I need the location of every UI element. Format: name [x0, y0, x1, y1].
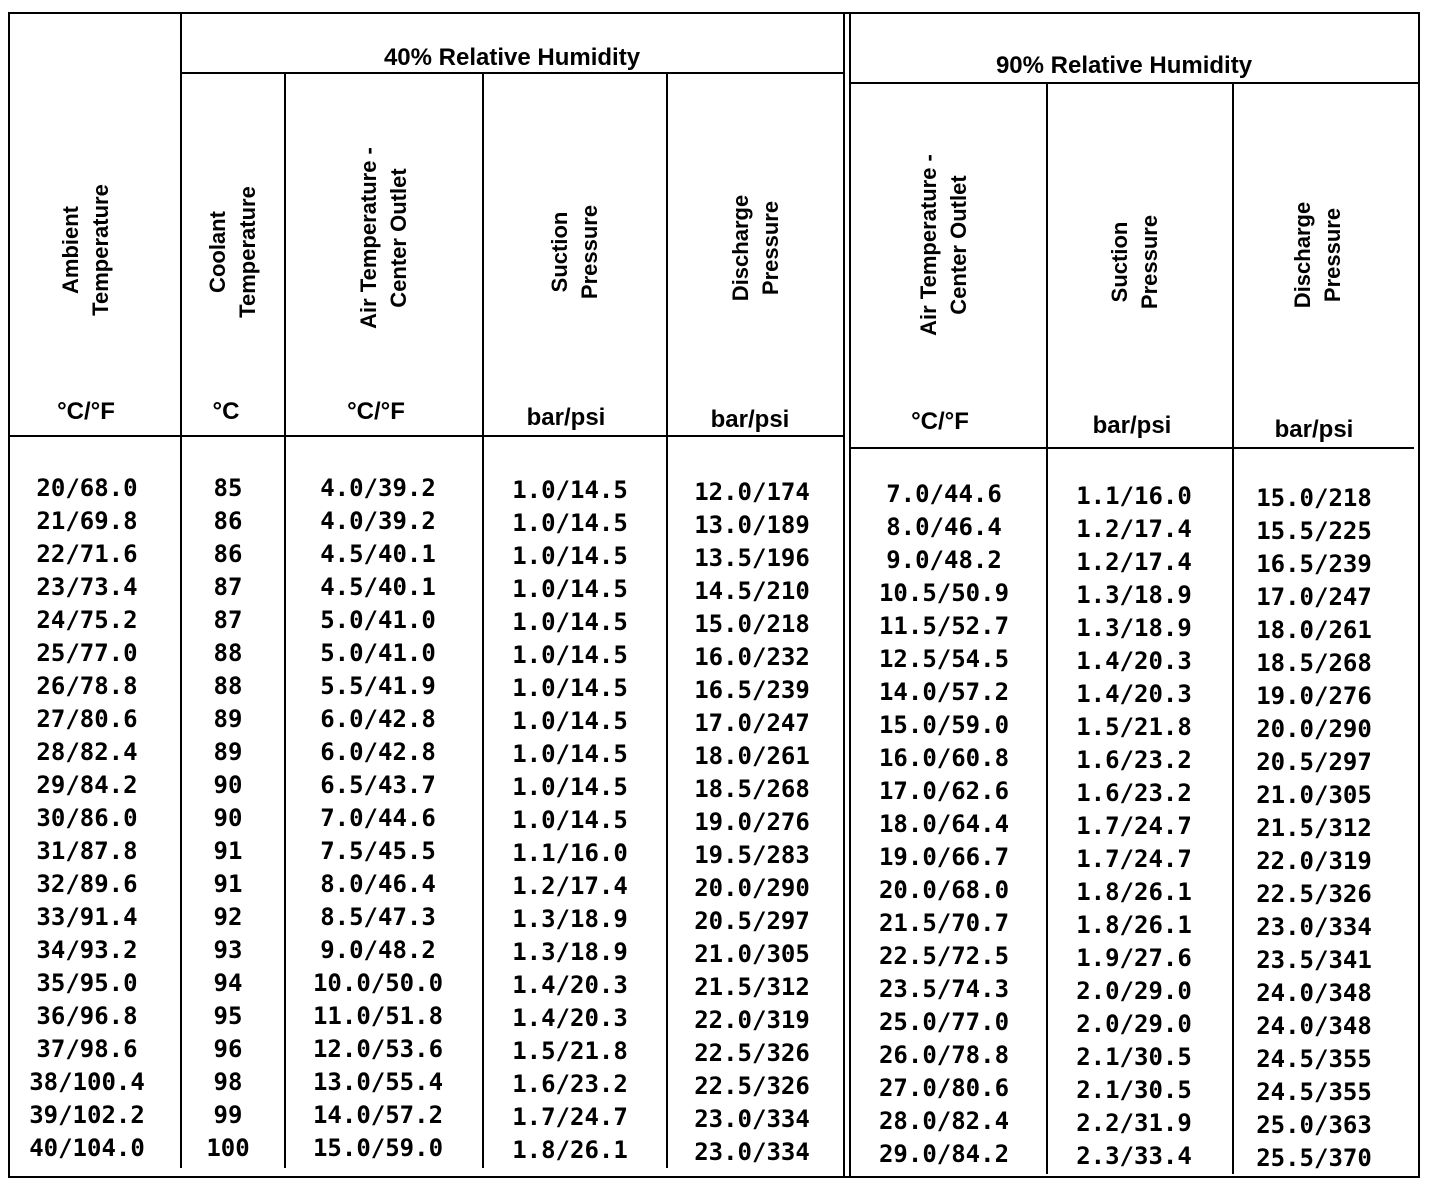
unit-discharge-40: bar/psi [710, 406, 790, 433]
table-cell: 89 [213, 738, 243, 766]
table-cell: 5.0/41.0 [320, 639, 436, 667]
table-cell: 1.7/24.7 [1076, 845, 1192, 873]
table-cell: 31/87.8 [36, 837, 138, 865]
table-cell: 1.6/23.2 [1076, 779, 1192, 807]
table-cell: 40/104.0 [29, 1134, 145, 1162]
table-cell: 98 [213, 1068, 243, 1096]
table-cell: 1.6/23.2 [512, 1070, 628, 1098]
table-cell: 22.5/326 [694, 1039, 810, 1067]
table-cell: 2.3/33.4 [1076, 1142, 1192, 1170]
group-title-90-rh: 90% Relative Humidity [995, 52, 1253, 79]
table-cell: 12.0/53.6 [312, 1035, 444, 1063]
table-cell: 1.4/20.3 [512, 971, 628, 999]
table-cell: 96 [213, 1035, 243, 1063]
table-cell: 25/77.0 [36, 639, 138, 667]
table-cell: 2.1/30.5 [1076, 1043, 1192, 1071]
table-cell: 1.0/14.5 [512, 707, 628, 735]
table-cell: 23.0/334 [694, 1105, 810, 1133]
table-cell: 1.2/17.4 [1076, 515, 1192, 543]
table-cell: 15.0/59.0 [312, 1134, 444, 1162]
table-cell: 19.0/276 [694, 808, 810, 836]
table-cell: 94 [213, 969, 243, 997]
table-cell: 1.3/18.9 [512, 905, 628, 933]
table-cell: 1.5/21.8 [512, 1037, 628, 1065]
table-cell: 21/69.8 [36, 507, 138, 535]
table-cell: 1.0/14.5 [512, 476, 628, 504]
table-cell: 85 [213, 474, 243, 502]
table-cell: 6.0/42.8 [320, 738, 436, 766]
table-cell: 12.0/174 [694, 478, 810, 506]
table-cell: 10.5/50.9 [878, 579, 1010, 607]
table-cell: 1.2/17.4 [1076, 548, 1192, 576]
group-title-40-rh: 40% Relative Humidity [383, 44, 641, 71]
table-cell: 35/95.0 [36, 969, 138, 997]
table-cell: 11.0/51.8 [312, 1002, 444, 1030]
table-cell: 21.5/312 [694, 973, 810, 1001]
table-cell: 4.0/39.2 [320, 507, 436, 535]
table-cell: 8.0/46.4 [320, 870, 436, 898]
table-cell: 16.5/239 [1256, 550, 1372, 578]
table-cell: 20.0/290 [1256, 715, 1372, 743]
table-cell: 26/78.8 [36, 672, 138, 700]
table-cell: 1.3/18.9 [1076, 614, 1192, 642]
table-cell: 15.0/218 [1256, 484, 1372, 512]
table-cell: 1.8/26.1 [1076, 878, 1192, 906]
table-cell: 28.0/82.4 [878, 1107, 1010, 1135]
table-cell: 18.0/261 [694, 742, 810, 770]
table-cell: 20.0/290 [694, 874, 810, 902]
table-cell: 37/98.6 [36, 1035, 138, 1063]
table-cell: 16.5/239 [694, 676, 810, 704]
group-double-divider-a [843, 12, 845, 1178]
table-cell: 19.0/276 [1256, 682, 1372, 710]
col-divider-1 [180, 12, 182, 1168]
table-cell: 90 [213, 804, 243, 832]
table-cell: 20.5/297 [694, 907, 810, 935]
table-cell: 4.5/40.1 [320, 573, 436, 601]
header-coolant-line1: Coolant [205, 211, 230, 293]
table-cell: 2.1/30.5 [1076, 1076, 1192, 1104]
table-cell: 18.0/64.4 [878, 810, 1010, 838]
col-divider-6 [1046, 84, 1048, 1174]
table-cell: 13.5/196 [694, 544, 810, 572]
table-cell: 8.5/47.3 [320, 903, 436, 931]
column-ambient-temperature [29, 472, 145, 1165]
table-cell: 1.5/21.8 [1076, 713, 1192, 741]
table-cell: 17.0/247 [1256, 583, 1372, 611]
table-cell: 24.0/348 [1256, 979, 1372, 1007]
header-suction-40-line1: Suction [547, 211, 572, 293]
table-cell: 1.0/14.5 [512, 773, 628, 801]
header-air-temp-40-line1: Air Temperature - [356, 147, 381, 329]
table-cell: 22.5/326 [694, 1072, 810, 1100]
table-cell: 1.4/20.3 [512, 1004, 628, 1032]
table-cell: 39/102.2 [29, 1101, 145, 1129]
header-rule-right [849, 447, 1414, 449]
header-ambient-line1: Ambient [58, 206, 83, 295]
table-cell: 22.5/72.5 [878, 942, 1010, 970]
table-cell: 13.0/189 [694, 511, 810, 539]
table-cell: 2.0/29.0 [1076, 1010, 1192, 1038]
table-cell: 14.0/57.2 [312, 1101, 444, 1129]
table-cell: 23.5/341 [1256, 946, 1372, 974]
table-cell: 1.3/18.9 [1076, 581, 1192, 609]
header-discharge-90-line2: Pressure [1320, 207, 1345, 303]
header-suction-90-line2: Pressure [1137, 214, 1162, 310]
table-cell: 19.0/66.7 [878, 843, 1010, 871]
table-cell: 1.0/14.5 [512, 674, 628, 702]
table-cell: 14.0/57.2 [878, 678, 1010, 706]
table-cell: 22.0/319 [694, 1006, 810, 1034]
header-rule-left [8, 435, 845, 437]
table-cell: 1.1/16.0 [1076, 482, 1192, 510]
table-cell: 23.5/74.3 [878, 975, 1010, 1003]
table-cell: 24.0/348 [1256, 1012, 1372, 1040]
column-suction-pressure-90 [1076, 480, 1192, 1173]
header-suction-90-line1: Suction [1107, 221, 1132, 303]
group-header-rule-40 [181, 72, 843, 74]
table-cell: 91 [213, 870, 243, 898]
table-cell: 23.0/334 [1256, 913, 1372, 941]
group-double-divider-b [849, 12, 851, 1178]
table-cell: 27.0/80.6 [878, 1074, 1010, 1102]
table-cell: 17.0/62.6 [878, 777, 1010, 805]
table-cell: 36/96.8 [36, 1002, 138, 1030]
table-cell: 7.0/44.6 [886, 480, 1002, 508]
table-cell: 30/86.0 [36, 804, 138, 832]
table-cell: 95 [213, 1002, 243, 1030]
table-cell: 19.5/283 [694, 841, 810, 869]
table-cell: 1.0/14.5 [512, 806, 628, 834]
table-cell: 100 [206, 1134, 250, 1162]
header-discharge-90-line1: Discharge [1290, 201, 1315, 309]
column-air-temp-40 [313, 472, 443, 1165]
table-cell: 22.0/319 [1256, 847, 1372, 875]
header-air-temp-90-line1: Air Temperature - [916, 154, 941, 336]
table-cell: 25.5/370 [1256, 1144, 1372, 1172]
table-cell: 25.0/77.0 [878, 1008, 1010, 1036]
table-cell: 92 [213, 903, 243, 931]
col-divider-2 [284, 74, 286, 1168]
table-cell: 21.0/305 [694, 940, 810, 968]
column-discharge-pressure-40 [694, 476, 810, 1169]
right-border [1418, 12, 1420, 1178]
bottom-border [8, 1176, 1420, 1178]
table-cell: 86 [213, 540, 243, 568]
table-cell: 86 [213, 507, 243, 535]
table-cell: 87 [213, 573, 243, 601]
header-discharge-40-line1: Discharge [728, 194, 753, 302]
unit-coolant: °C [212, 398, 240, 425]
table-cell: 18.5/268 [694, 775, 810, 803]
col-divider-7 [1232, 84, 1234, 1174]
table-cell: 21.0/305 [1256, 781, 1372, 809]
table-cell: 23/73.4 [36, 573, 138, 601]
table-cell: 5.5/41.9 [320, 672, 436, 700]
table-cell: 22.5/326 [1256, 880, 1372, 908]
table-cell: 11.5/52.7 [878, 612, 1010, 640]
table-cell: 15.5/225 [1256, 517, 1372, 545]
table-cell: 9.0/48.2 [886, 546, 1002, 574]
table-cell: 34/93.2 [36, 936, 138, 964]
table-cell: 10.0/50.0 [312, 969, 444, 997]
table-cell: 25.0/363 [1256, 1111, 1372, 1139]
table-cell: 1.2/17.4 [512, 872, 628, 900]
table-cell: 1.4/20.3 [1076, 647, 1192, 675]
table-cell: 24.5/355 [1256, 1078, 1372, 1106]
table-cell: 1.0/14.5 [512, 608, 628, 636]
header-ambient-line2: Temperature [88, 184, 113, 316]
table-cell: 6.5/43.7 [320, 771, 436, 799]
table-cell: 4.0/39.2 [320, 474, 436, 502]
table-cell: 1.3/18.9 [512, 938, 628, 966]
table-cell: 12.5/54.5 [878, 645, 1010, 673]
table-cell: 13.0/55.4 [312, 1068, 444, 1096]
table-cell: 1.4/20.3 [1076, 680, 1192, 708]
left-border [8, 12, 10, 1178]
table-cell: 21.5/70.7 [878, 909, 1010, 937]
table-cell: 29/84.2 [36, 771, 138, 799]
table-cell: 28/82.4 [36, 738, 138, 766]
unit-air-temp-40: °C/°F [347, 398, 405, 425]
table-cell: 87 [213, 606, 243, 634]
table-cell: 38/100.4 [29, 1068, 145, 1096]
unit-suction-40: bar/psi [526, 404, 606, 431]
table-cell: 8.0/46.4 [886, 513, 1002, 541]
table-cell: 21.5/312 [1256, 814, 1372, 842]
unit-air-temp-90: °C/°F [911, 408, 969, 435]
table-cell: 20.5/297 [1256, 748, 1372, 776]
table-cell: 15.0/59.0 [878, 711, 1010, 739]
table-cell: 1.0/14.5 [512, 542, 628, 570]
header-coolant-line2: Temperature [235, 186, 260, 318]
table-cell: 9.0/48.2 [320, 936, 436, 964]
top-border [8, 12, 1420, 14]
table-cell: 89 [213, 705, 243, 733]
unit-suction-90: bar/psi [1092, 412, 1172, 439]
table-cell: 18.0/261 [1256, 616, 1372, 644]
table-cell: 24.5/355 [1256, 1045, 1372, 1073]
table-cell: 18.5/268 [1256, 649, 1372, 677]
table-cell: 1.0/14.5 [512, 509, 628, 537]
table-cell: 1.7/24.7 [1076, 812, 1192, 840]
table-cell: 1.0/14.5 [512, 575, 628, 603]
table-cell: 1.0/14.5 [512, 641, 628, 669]
table-cell: 1.0/14.5 [512, 740, 628, 768]
table-cell: 1.7/24.7 [512, 1103, 628, 1131]
table-cell: 22/71.6 [36, 540, 138, 568]
table-cell: 17.0/247 [694, 709, 810, 737]
table-cell: 29.0/84.2 [878, 1140, 1010, 1168]
column-suction-pressure-40 [512, 474, 628, 1167]
unit-ambient: °C/°F [57, 398, 115, 425]
table-cell: 93 [213, 936, 243, 964]
table-cell: 1.9/27.6 [1076, 944, 1192, 972]
table-cell: 32/89.6 [36, 870, 138, 898]
table-cell: 6.0/42.8 [320, 705, 436, 733]
column-discharge-pressure-90 [1256, 482, 1372, 1175]
col-divider-3 [482, 74, 484, 1168]
table-cell: 1.8/26.1 [1076, 911, 1192, 939]
table-cell: 20.0/68.0 [878, 876, 1010, 904]
header-discharge-40-line2: Pressure [758, 200, 783, 296]
column-coolant-temperature [206, 472, 249, 1165]
table-cell: 20/68.0 [36, 474, 138, 502]
header-air-temp-40-line2: Center Outlet [386, 168, 411, 308]
column-air-temp-90 [879, 478, 1009, 1171]
table-cell: 16.0/60.8 [878, 744, 1010, 772]
table-cell: 91 [213, 837, 243, 865]
table-cell: 88 [213, 639, 243, 667]
table-cell: 14.5/210 [694, 577, 810, 605]
table-cell: 4.5/40.1 [320, 540, 436, 568]
table-cell: 99 [213, 1101, 243, 1129]
table-cell: 1.6/23.2 [1076, 746, 1192, 774]
table-cell: 90 [213, 771, 243, 799]
table-cell: 88 [213, 672, 243, 700]
table-cell: 5.0/41.0 [320, 606, 436, 634]
unit-discharge-90: bar/psi [1274, 416, 1354, 443]
table-cell: 24/75.2 [36, 606, 138, 634]
table-cell: 33/91.4 [36, 903, 138, 931]
table-cell: 1.8/26.1 [512, 1136, 628, 1164]
table-cell: 27/80.6 [36, 705, 138, 733]
table-cell: 7.5/45.5 [320, 837, 436, 865]
table-cell: 16.0/232 [694, 643, 810, 671]
table-cell: 26.0/78.8 [878, 1041, 1010, 1069]
table-cell: 23.0/334 [694, 1138, 810, 1166]
table-cell: 1.1/16.0 [512, 839, 628, 867]
table-cell: 2.0/29.0 [1076, 977, 1192, 1005]
header-air-temp-90-line2: Center Outlet [946, 175, 971, 315]
col-divider-4 [666, 74, 668, 1168]
table-cell: 7.0/44.6 [320, 804, 436, 832]
header-suction-40-line2: Pressure [577, 204, 602, 300]
table-cell: 2.2/31.9 [1076, 1109, 1192, 1137]
group-header-rule-90 [849, 82, 1419, 84]
table-cell: 15.0/218 [694, 610, 810, 638]
